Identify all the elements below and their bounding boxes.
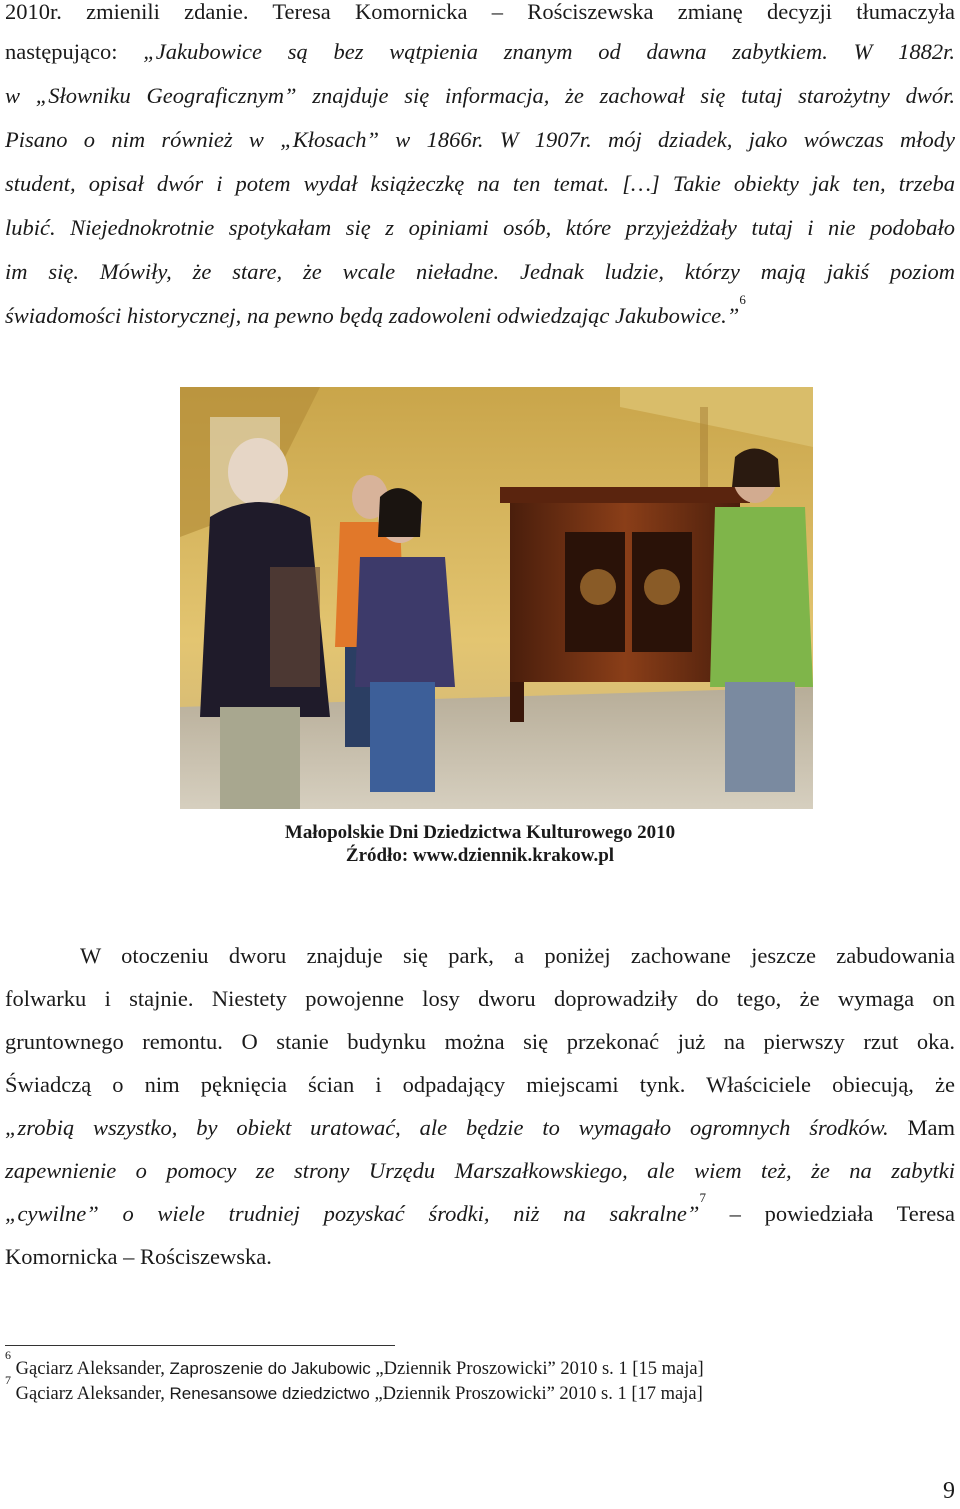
- quote-span: świadomości historycznej, na pewno będą zadowoleni odwiedzając Jakubowice.”: [5, 303, 740, 328]
- p2-line-5: [5, 1114, 955, 1142]
- p1-line-6: [5, 214, 955, 242]
- p2-line-3: [5, 1028, 955, 1056]
- p2-line-1: [80, 942, 955, 970]
- p1-line-3: [5, 82, 955, 110]
- p2-line-4: [5, 1071, 955, 1099]
- footnote-source: „Dziennik Proszowicki” 2010 s. 1 [17 maja]: [369, 1384, 703, 1404]
- footnote-ref: 7: [699, 1190, 706, 1205]
- text-span: gruntownego remontu. O stanie budynku można się przekonać już na pierwszy rzut oka.: [5, 1029, 955, 1054]
- quote-span: Pisano o nim również w „Kłosach” w 1866r. W 1907r. mój dziadek, jako wówczas młody: [5, 127, 955, 152]
- page-number: 9: [943, 1478, 955, 1504]
- p1-line-1: [5, 0, 955, 26]
- footnote-7: [5, 1373, 703, 1405]
- text-span: W otoczeniu dworu znajduje się park, a poniżej zachowane jeszcze zabudowania: [80, 943, 955, 968]
- footnote-ref: 6: [739, 292, 746, 307]
- p1-line-2: [5, 38, 955, 66]
- quote-span: zapewnienie o pomocy ze strony Urzędu Marszałkowskiego, ale wiem też, że na zabytki: [5, 1158, 955, 1183]
- p1-line-7: [5, 258, 955, 286]
- photo-caption-source: [0, 845, 960, 867]
- quote-span: „zrobią wszystko, by obiekt uratować, ale będzie to wymagało ogromnych środków.: [5, 1115, 889, 1140]
- photo: [180, 387, 813, 809]
- p1-line-8: [5, 292, 955, 330]
- footnote-number: 7: [5, 1373, 11, 1387]
- footnote-author: Gąciarz Aleksander,: [15, 1359, 170, 1379]
- footnote-title: Zaproszenie do Jakubowic: [169, 1359, 371, 1378]
- text-span: Świadczą o nim pęknięcia ścian i odpadający miejscami tynk. Właściciele obiecują, że: [5, 1072, 955, 1097]
- text-span: – powiedziała Teresa: [705, 1201, 955, 1226]
- footnote-6: [5, 1348, 704, 1380]
- footnote-number: 6: [5, 1348, 11, 1362]
- p2-line-8: [5, 1243, 955, 1271]
- footnote-separator: [5, 1345, 395, 1346]
- text-span: następująco:: [5, 39, 144, 64]
- quote-span: im się. Mówiły, że stare, że wcale nieładne. Jednak ludzie, którzy mają jakiś poziom: [5, 259, 955, 284]
- footnote-source: „Dziennik Proszowicki” 2010 s. 1 [15 maja]: [370, 1359, 704, 1379]
- text-span: 2010r. zmienili zdanie. Teresa Komornicka – Rościszewska zmianę decyzji tłumaczyła: [5, 0, 955, 24]
- footnote-title: Renesansowe dziedzictwo: [169, 1384, 370, 1403]
- p2-line-7: [5, 1190, 955, 1228]
- p2-line-2: [5, 985, 955, 1013]
- text-span: folwarku i stajnie. Niestety powojenne losy dworu doprowadziły do tego, że wymaga on: [5, 986, 955, 1011]
- quote-span: student, opisał dwór i potem wydał książeczkę na ten temat. […] Takie obiekty jak ten, trzeba: [5, 171, 955, 196]
- text-span: Komornicka – Rościszewska.: [5, 1244, 272, 1269]
- p2-line-6: [5, 1157, 955, 1185]
- quote-span: w „Słowniku Geograficznym” znajduje się informacja, że zachował się tutaj starożytny dwór.: [5, 83, 955, 108]
- quote-span: lubić. Niejednokrotnie spotykałam się z opiniami osób, które przyjeżdżały tutaj i nie podobało: [5, 215, 955, 240]
- quote-span: „Jakubowice są bez wątpienia znanym od dawna zabytkiem. W 1882r.: [143, 39, 955, 64]
- footnote-author: Gąciarz Aleksander,: [15, 1384, 170, 1404]
- p1-line-5: [5, 170, 955, 198]
- caption-text: Źródło: www.dziennik.krakow.pl: [345, 845, 615, 866]
- caption-text: Małopolskie Dni Dziedzictwa Kulturowego 2010: [284, 822, 676, 843]
- p1-line-4: [5, 126, 955, 154]
- quote-span: „cywilne” o wiele trudniej pozyskać środki, niż na sakralne”: [5, 1201, 700, 1226]
- photo-caption-title: [0, 822, 960, 844]
- text-span: Mam: [888, 1115, 956, 1140]
